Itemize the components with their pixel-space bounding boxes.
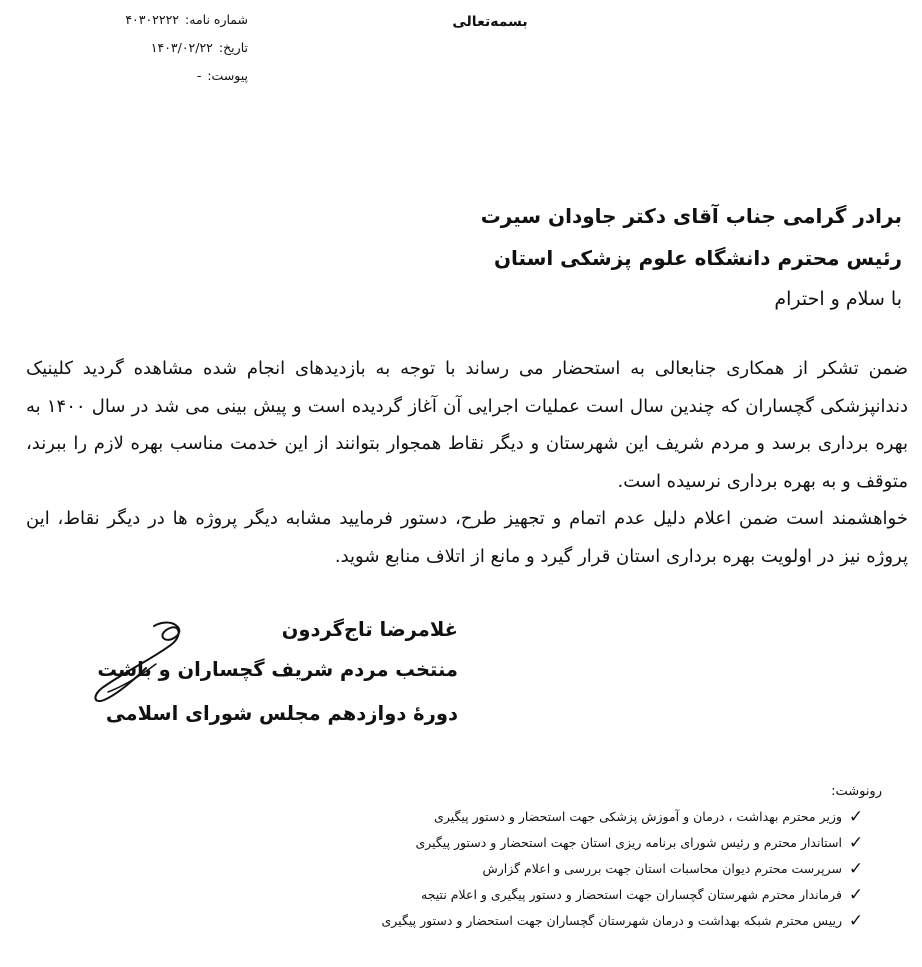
signatory-term: دورۀ دوازدهم مجلس شورای اسلامی xyxy=(105,702,458,725)
cc-item xyxy=(382,804,871,830)
letter-number xyxy=(100,12,248,27)
recipient-title: رئیس محترم دانشگاه علوم پزشکی استان xyxy=(493,246,902,270)
body-paragraph-1: ضمن تشکر از همکاری جنابعالی به استحضار می رساند با توجه به بازدیدهای انجام شده مشاهده گردید کلینیک دندانپزشکی گچساران که چندین سال است عملیات اجرایی آن آغاز گردیده است و پیش بینی می شد در سال ۱۴۰۰ به بهره برداری برسد و مردم شریف این شهرستان و دیگر نقاط همجوار بتوانند از این خدمت مناسب بهره لازم را ببرند، متوقف و به بهره برداری نرسیده است. xyxy=(26,358,908,492)
checkmark-icon: ✓ xyxy=(848,807,864,827)
letter-date-value: ۱۴۰۳/۰۲/۲۲ xyxy=(150,40,213,55)
cc-item-text: فرماندار محترم شهرستان گچساران جهت استحضار و دستور پیگیری و اعلام نتیجه xyxy=(421,887,842,902)
cc-title: رونوشت: xyxy=(831,784,882,799)
letter-attachment-label: پیوست: xyxy=(207,68,248,83)
checkmark-icon: ✓ xyxy=(848,911,864,931)
letter-date-label: تاریخ: xyxy=(218,40,248,55)
cc-item xyxy=(382,882,871,908)
basmala-heading: بسمه‌تعالی xyxy=(452,14,528,30)
cc-item xyxy=(382,856,871,882)
checkmark-icon: ✓ xyxy=(848,859,864,879)
cc-item-text: رییس محترم شبکه بهداشت و درمان شهرستان گچساران جهت استحضار و دستور پیگیری xyxy=(381,913,842,928)
cc-list xyxy=(382,804,871,934)
letter-date xyxy=(100,40,248,55)
cc-item xyxy=(382,830,871,856)
signatory-name: غلامرضا تاج‌گردون xyxy=(281,618,458,641)
signatory-role: منتخب مردم شریف گچساران و باشت xyxy=(97,658,458,681)
cc-item-text: سرپرست محترم دیوان محاسبات استان جهت بررسی و اعلام گزارش xyxy=(482,861,842,876)
body-paragraph-2: خواهشمند است ضمن اعلام دلیل عدم اتمام و تجهیز طرح، دستور فرمایید مشابه دیگر پروژه ها در دیگر نقاط، این پروژه نیز در اولویت بهره برداری استان قرار گیرد و مانع از اتلاف منابع شوید. xyxy=(26,508,908,567)
letter-attachment-value: - xyxy=(196,68,202,83)
cc-item-text: وزیر محترم بهداشت ، درمان و آموزش پزشکی جهت استحضار و دستور پیگیری xyxy=(434,809,842,824)
checkmark-icon: ✓ xyxy=(848,885,864,905)
cc-item xyxy=(382,908,871,934)
greeting: با سلام و احترام xyxy=(774,288,902,310)
letter-attachment xyxy=(100,68,248,83)
checkmark-icon: ✓ xyxy=(848,833,864,853)
letter-number-value: ۴۰۳۰۲۲۲۲ xyxy=(125,12,180,27)
recipient-name: برادر گرامی جناب آقای دکتر جاودان سیرت xyxy=(480,204,902,228)
cc-item-text: استاندار محترم و رئیس شورای برنامه ریزی استان جهت استحضار و دستور پیگیری xyxy=(415,835,842,850)
letter-number-label: شماره نامه: xyxy=(185,12,248,27)
letter-body xyxy=(26,350,908,575)
